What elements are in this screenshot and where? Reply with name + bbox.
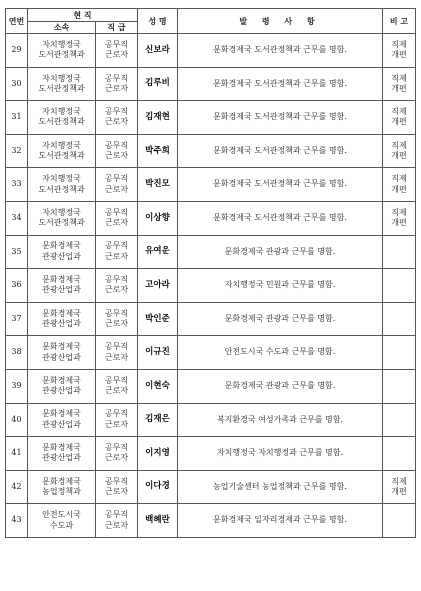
rank-line-1: 공무직: [104, 443, 129, 453]
dept-cell: [28, 403, 96, 437]
rank-line-1: 공무직: [104, 107, 129, 117]
table-row: [6, 134, 416, 168]
note-cell: [383, 168, 416, 202]
dept-line-2: 관광산업과: [42, 319, 81, 329]
rank-line-2: 근로자: [104, 419, 129, 429]
name-cell: 고아라: [138, 269, 178, 303]
note-line-1: 직제: [391, 73, 407, 83]
rank-line-2: 근로자: [104, 319, 129, 329]
table-row: [6, 67, 416, 101]
dept-cell: [28, 34, 96, 68]
order-cell: 농업기술센터 농업정책과 근무를 명함.: [178, 470, 383, 504]
name-cell: 박인준: [138, 302, 178, 336]
rank-line-1: 공무직: [104, 342, 129, 352]
note-line-2: 개편: [391, 117, 407, 127]
dept-line-2: 도서관정책과: [38, 117, 85, 127]
seq-cell: 32: [6, 134, 28, 168]
rank-cell: [96, 134, 138, 168]
dept-line-1: 자치행정국: [42, 39, 81, 49]
table-row: [6, 168, 416, 202]
dept-cell: [28, 134, 96, 168]
dept-line-2: 도서관정책과: [38, 83, 85, 93]
dept-line-1: 자치행정국: [42, 140, 81, 150]
note-line-2: 개편: [391, 218, 407, 228]
note-line-1: 직제: [391, 140, 407, 150]
header-dept: 소속: [28, 22, 96, 34]
name-cell: 박주희: [138, 134, 178, 168]
table-row: [6, 201, 416, 235]
dept-line-1: 자치행정국: [42, 207, 81, 217]
name-cell: 이상향: [138, 201, 178, 235]
dept-line-2: 도서관정책과: [38, 151, 85, 161]
dept-line-2: 관광산업과: [42, 285, 81, 295]
rank-cell: [96, 437, 138, 471]
order-cell: 문화경제국 일자리경제과 근무를 명함.: [178, 504, 383, 538]
order-cell: 문화경제국 도서관정책과 근무를 명함.: [178, 134, 383, 168]
rank-cell: [96, 302, 138, 336]
dept-line-1: 문화경제국: [42, 375, 81, 385]
note-line-1: 직제: [391, 39, 407, 49]
dept-line-1: 안전도시국: [42, 510, 81, 520]
dept-line-2: 도서관정책과: [38, 184, 85, 194]
name-cell: 김재은: [138, 403, 178, 437]
name-cell: 유여운: [138, 235, 178, 269]
dept-line-1: 문화경제국: [42, 342, 81, 352]
header-rank: 직 급: [96, 22, 138, 34]
note-cell: [383, 336, 416, 370]
rank-line-1: 공무직: [104, 207, 129, 217]
rank-line-2: 근로자: [104, 285, 129, 295]
order-cell: 문화경제국 도서관정책과 근무를 명함.: [178, 67, 383, 101]
note-line-2: 개편: [391, 50, 407, 60]
personnel-order-table: [5, 8, 416, 538]
seq-cell: 31: [6, 101, 28, 135]
dept-line-1: 자치행정국: [42, 174, 81, 184]
rank-line-1: 공무직: [104, 308, 129, 318]
rank-cell: [96, 235, 138, 269]
seq-cell: 33: [6, 168, 28, 202]
dept-line-1: 문화경제국: [42, 308, 81, 318]
dept-cell: [28, 470, 96, 504]
dept-cell: [28, 101, 96, 135]
seq-cell: 29: [6, 34, 28, 68]
name-cell: 김재현: [138, 101, 178, 135]
note-cell: [383, 470, 416, 504]
order-cell: 문화경제국 도서관정책과 근무를 명함.: [178, 101, 383, 135]
name-cell: 김루비: [138, 67, 178, 101]
note-line-2: 개편: [391, 83, 407, 93]
note-line-1: 직제: [391, 107, 407, 117]
name-cell: 박진모: [138, 168, 178, 202]
note-cell: [383, 403, 416, 437]
table-row: [6, 101, 416, 135]
order-cell: 복지환경국 여성가족과 근무를 명함.: [178, 403, 383, 437]
rank-line-1: 공무직: [104, 174, 129, 184]
seq-cell: 43: [6, 504, 28, 538]
rank-line-1: 공무직: [104, 241, 129, 251]
order-cell: 문화경제국 도서관정책과 근무를 명함.: [178, 201, 383, 235]
dept-line-1: 자치행정국: [42, 73, 81, 83]
dept-cell: [28, 67, 96, 101]
dept-line-2: 농업정책과: [42, 487, 81, 497]
header-note: 비 고: [383, 9, 416, 34]
note-cell: [383, 369, 416, 403]
rank-cell: [96, 470, 138, 504]
rank-line-2: 근로자: [104, 83, 129, 93]
seq-cell: 37: [6, 302, 28, 336]
dept-cell: [28, 437, 96, 471]
note-cell: [383, 34, 416, 68]
name-cell: 이지영: [138, 437, 178, 471]
dept-line-2: 도서관정책과: [38, 50, 85, 60]
rank-line-1: 공무직: [104, 375, 129, 385]
rank-cell: [96, 403, 138, 437]
note-cell: [383, 67, 416, 101]
seq-cell: 38: [6, 336, 28, 370]
dept-cell: [28, 168, 96, 202]
seq-cell: 41: [6, 437, 28, 471]
table-row: [6, 34, 416, 68]
dept-cell: [28, 504, 96, 538]
rank-cell: [96, 34, 138, 68]
rank-line-1: 공무직: [104, 275, 129, 285]
name-cell: 이다경: [138, 470, 178, 504]
note-cell: [383, 201, 416, 235]
rank-line-1: 공무직: [104, 73, 129, 83]
rank-line-2: 근로자: [104, 184, 129, 194]
rank-line-2: 근로자: [104, 487, 129, 497]
rank-line-1: 공무직: [104, 476, 129, 486]
dept-line-2: 관광산업과: [42, 419, 81, 429]
seq-cell: 30: [6, 67, 28, 101]
rank-cell: [96, 504, 138, 538]
table-row: [6, 336, 416, 370]
table-row: [6, 302, 416, 336]
dept-cell: [28, 369, 96, 403]
table-row: [6, 369, 416, 403]
order-cell: 자치행정국 민원과 근무를 명함.: [178, 269, 383, 303]
seq-cell: 42: [6, 470, 28, 504]
order-cell: 문화경제국 도서관정책과 근무를 명함.: [178, 34, 383, 68]
dept-line-2: 관광산업과: [42, 453, 81, 463]
dept-line-1: 자치행정국: [42, 107, 81, 117]
note-line-2: 개편: [391, 184, 407, 194]
rank-line-2: 근로자: [104, 386, 129, 396]
rank-cell: [96, 201, 138, 235]
dept-cell: [28, 302, 96, 336]
dept-cell: [28, 336, 96, 370]
dept-line-1: 문화경제국: [42, 409, 81, 419]
name-cell: 이규진: [138, 336, 178, 370]
dept-line-1: 문화경제국: [42, 241, 81, 251]
name-cell: 백혜란: [138, 504, 178, 538]
rank-line-1: 공무직: [104, 140, 129, 150]
dept-line-2: 도서관정책과: [38, 218, 85, 228]
order-cell: 문화경제국 도서관정책과 근무를 명함.: [178, 168, 383, 202]
rank-line-2: 근로자: [104, 218, 129, 228]
dept-line-2: 관광산업과: [42, 251, 81, 261]
note-line-1: 직제: [391, 174, 407, 184]
dept-line-2: 수도과: [49, 520, 74, 530]
rank-line-2: 근로자: [104, 50, 129, 60]
note-cell: [383, 437, 416, 471]
note-cell: [383, 302, 416, 336]
order-cell: 자치행정국 자치행정과 근무를 명함.: [178, 437, 383, 471]
table-row: [6, 235, 416, 269]
rank-line-1: 공무직: [104, 409, 129, 419]
table-row: [6, 504, 416, 538]
order-cell: 안전도시국 수도과 근무를 명함.: [178, 336, 383, 370]
rank-line-2: 근로자: [104, 520, 129, 530]
seq-cell: 36: [6, 269, 28, 303]
dept-cell: [28, 235, 96, 269]
seq-cell: 40: [6, 403, 28, 437]
header-name: 성 명: [138, 9, 178, 34]
rank-line-1: 공무직: [104, 39, 129, 49]
table-row: [6, 437, 416, 471]
note-cell: [383, 101, 416, 135]
dept-cell: [28, 269, 96, 303]
table-row: [6, 470, 416, 504]
seq-cell: 39: [6, 369, 28, 403]
name-cell: 신보라: [138, 34, 178, 68]
dept-cell: [28, 201, 96, 235]
note-line-2: 개편: [391, 487, 407, 497]
table-row: [6, 403, 416, 437]
order-cell: 문화경제국 관광과 근무를 명함.: [178, 235, 383, 269]
header-order: 발 령 사 항: [178, 9, 383, 34]
note-line-1: 직제: [391, 476, 407, 486]
dept-line-1: 문화경제국: [42, 476, 81, 486]
header-seq: 연번: [6, 9, 28, 34]
rank-line-2: 근로자: [104, 352, 129, 362]
rank-line-2: 근로자: [104, 151, 129, 161]
dept-line-1: 문화경제국: [42, 443, 81, 453]
rank-cell: [96, 67, 138, 101]
rank-line-2: 근로자: [104, 251, 129, 261]
note-line-2: 개편: [391, 151, 407, 161]
note-cell: [383, 134, 416, 168]
order-cell: 문화경제국 관광과 근무를 명함.: [178, 369, 383, 403]
table-body: [6, 34, 416, 538]
rank-cell: [96, 168, 138, 202]
rank-cell: [96, 336, 138, 370]
rank-cell: [96, 269, 138, 303]
rank-line-2: 근로자: [104, 453, 129, 463]
rank-line-1: 공무직: [104, 510, 129, 520]
rank-line-2: 근로자: [104, 117, 129, 127]
name-cell: 이현숙: [138, 369, 178, 403]
dept-line-2: 관광산업과: [42, 386, 81, 396]
table-row: [6, 269, 416, 303]
note-cell: [383, 504, 416, 538]
note-cell: [383, 235, 416, 269]
dept-line-1: 문화경제국: [42, 275, 81, 285]
dept-line-2: 관광산업과: [42, 352, 81, 362]
header-current-position: 현 직: [28, 9, 138, 22]
note-line-1: 직제: [391, 207, 407, 217]
seq-cell: 35: [6, 235, 28, 269]
rank-cell: [96, 369, 138, 403]
order-cell: 문화경제국 관광과 근무를 명함.: [178, 302, 383, 336]
note-cell: [383, 269, 416, 303]
rank-cell: [96, 101, 138, 135]
seq-cell: 34: [6, 201, 28, 235]
